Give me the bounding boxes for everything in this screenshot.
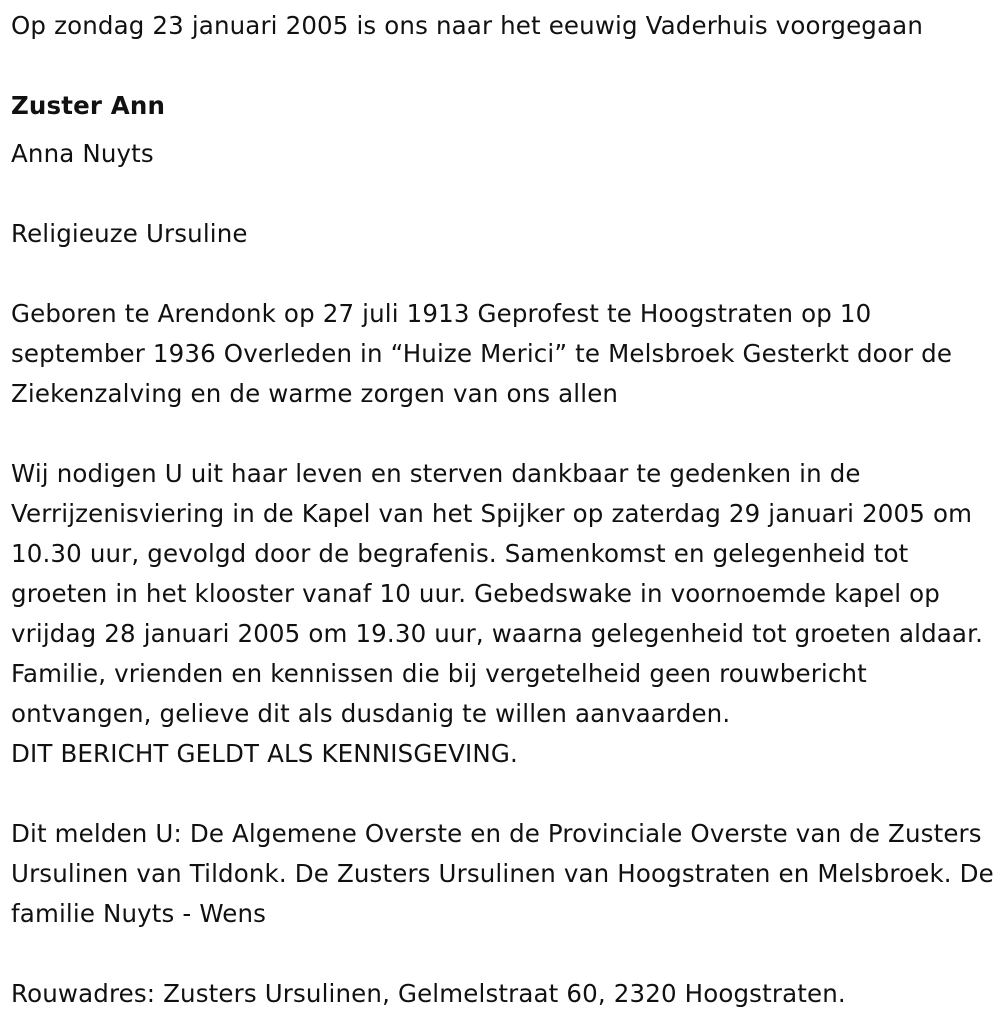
death-notice — [11, 6, 996, 1014]
civil-name: Anna Nuyts — [11, 139, 154, 168]
religious-name: Zuster Ann — [11, 91, 166, 120]
biography-paragraph: Geboren te Arendonk op 27 juli 1913 Geprofest te Hoogstraten op 10 september 1936 Overleden in “Huize Merici” te Melsbroek Gesterkt door de Ziekenzalving en de warme zorgen van ons allen — [11, 299, 953, 408]
mourning-address: Rouwadres: Zusters Ursulinen, Gelmelstraat 60, 2320 Hoogstraten. — [11, 979, 846, 1008]
intro-line: Op zondag 23 januari 2005 is ons naar het eeuwig Vaderhuis voorgegaan — [11, 11, 924, 40]
vocation: Religieuze Ursuline — [11, 219, 248, 248]
invitation-paragraph: Wij nodigen U uit haar leven en sterven dankbaar te gedenken in de Verrijzenisviering in de Kapel van het Spijker op zaterdag 29 januari 2005 om 10.30 uur, gevolgd door de begrafenis. Samenkomst en gelegenheid tot groeten in het klooster vanaf 10 uur. Gebedswake in voornoemde kapel op vrijdag 28 januari 2005 om 19.30 uur, waarna gelegenheid tot groeten aldaar. Familie, vrienden en kennissen die bij vergetelheid geen rouwbericht ontvangen, gelieve dit als dusdanig te willen aanvaarden. — [11, 459, 984, 728]
notice-statement: DIT BERICHT GELDT ALS KENNISGEVING. — [11, 739, 518, 768]
announcers-paragraph: Dit melden U: De Algemene Overste en de Provinciale Overste van de Zusters Ursulinen van Tildonk. De Zusters Ursulinen van Hoogstraten en Melsbroek. De familie Nuyts - Wens — [11, 819, 994, 928]
